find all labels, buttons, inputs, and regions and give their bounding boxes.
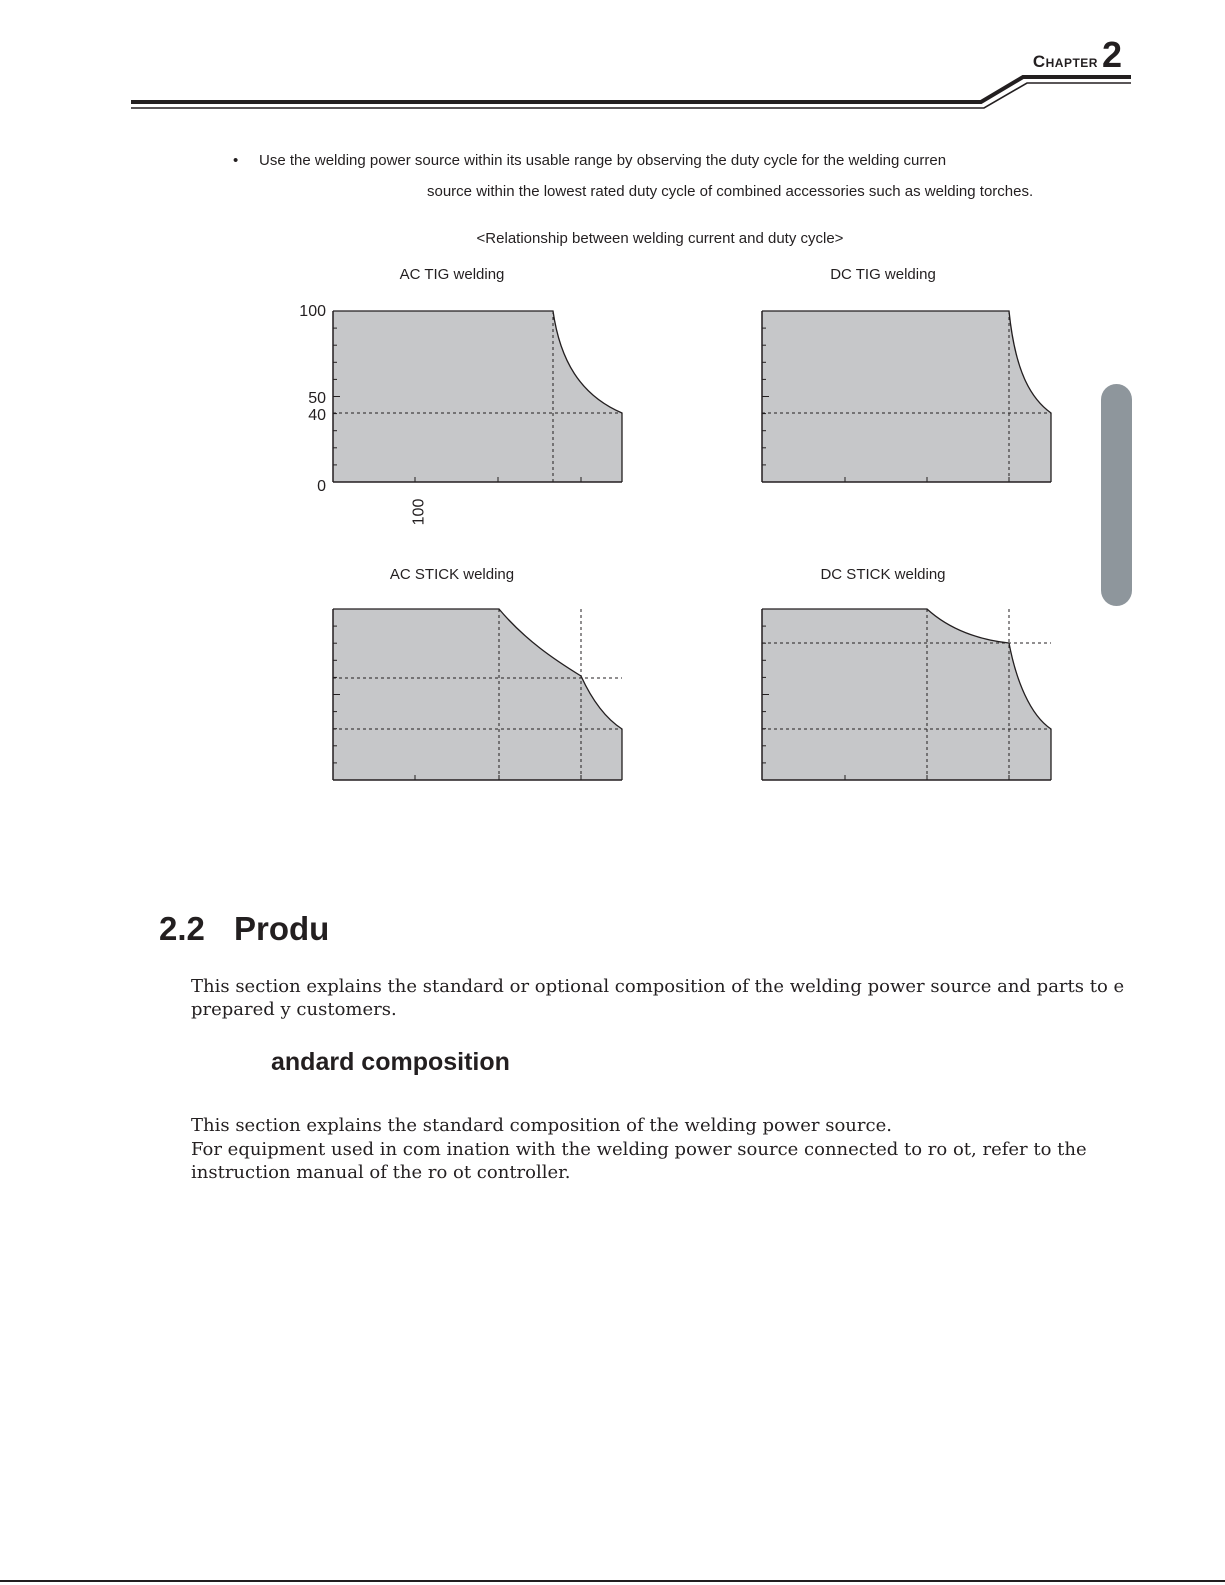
bullet-symbol: • bbox=[233, 152, 239, 169]
ytick-label: 100 bbox=[299, 303, 326, 320]
chart-area-ac-stick bbox=[333, 609, 622, 780]
section-heading bbox=[159, 910, 329, 948]
section-title: Produ bbox=[234, 910, 330, 947]
section-number: 2.2 bbox=[159, 910, 205, 947]
figure-caption: <Relationship between welding current and duty cycle> bbox=[476, 230, 844, 247]
subsection-text-line2: For equipment used in com ination with the welding power source connected to ro ot, refer to the bbox=[191, 1139, 1087, 1160]
chapter-number: 2 bbox=[1101, 34, 1122, 75]
bullet-text-line2: source within the lowest rated duty cycle of combined accessories such as welding torches. bbox=[427, 183, 1034, 200]
ytick-label: 0 bbox=[317, 478, 326, 495]
section-intro-line2: prepared y customers. bbox=[191, 999, 397, 1020]
footer-rule bbox=[0, 1580, 1225, 1582]
ytick-label: 40 bbox=[308, 407, 326, 424]
chart-area-dc-tig bbox=[762, 311, 1051, 482]
subsection-text-line1: This section explains the standard composition of the welding power source. bbox=[191, 1115, 892, 1136]
bullet-text-line1: Use the welding power source within its usable range by observing the duty cycle for the welding curren bbox=[259, 152, 947, 169]
chart-title-ac-tig: AC TIG welding bbox=[399, 266, 505, 283]
chart-title-ac-stick: AC STICK welding bbox=[389, 566, 515, 583]
chart-area-dc-stick bbox=[762, 609, 1051, 780]
chapter-word: Chapter bbox=[1032, 52, 1098, 71]
chart-area-ac-tig bbox=[333, 311, 622, 482]
xtick-label: 100 bbox=[410, 498, 428, 526]
section-intro-line1: This section explains the standard or optional composition of the welding power source and parts to e bbox=[191, 976, 1125, 997]
chart-title-dc-stick: DC STICK welding bbox=[820, 566, 946, 583]
chart-title-dc-tig: DC TIG welding bbox=[830, 266, 936, 283]
subsection-text-line3: instruction manual of the ro ot controller. bbox=[191, 1162, 571, 1183]
ytick-label: 50 bbox=[308, 390, 326, 407]
subsection-heading: andard composition bbox=[271, 1048, 510, 1076]
